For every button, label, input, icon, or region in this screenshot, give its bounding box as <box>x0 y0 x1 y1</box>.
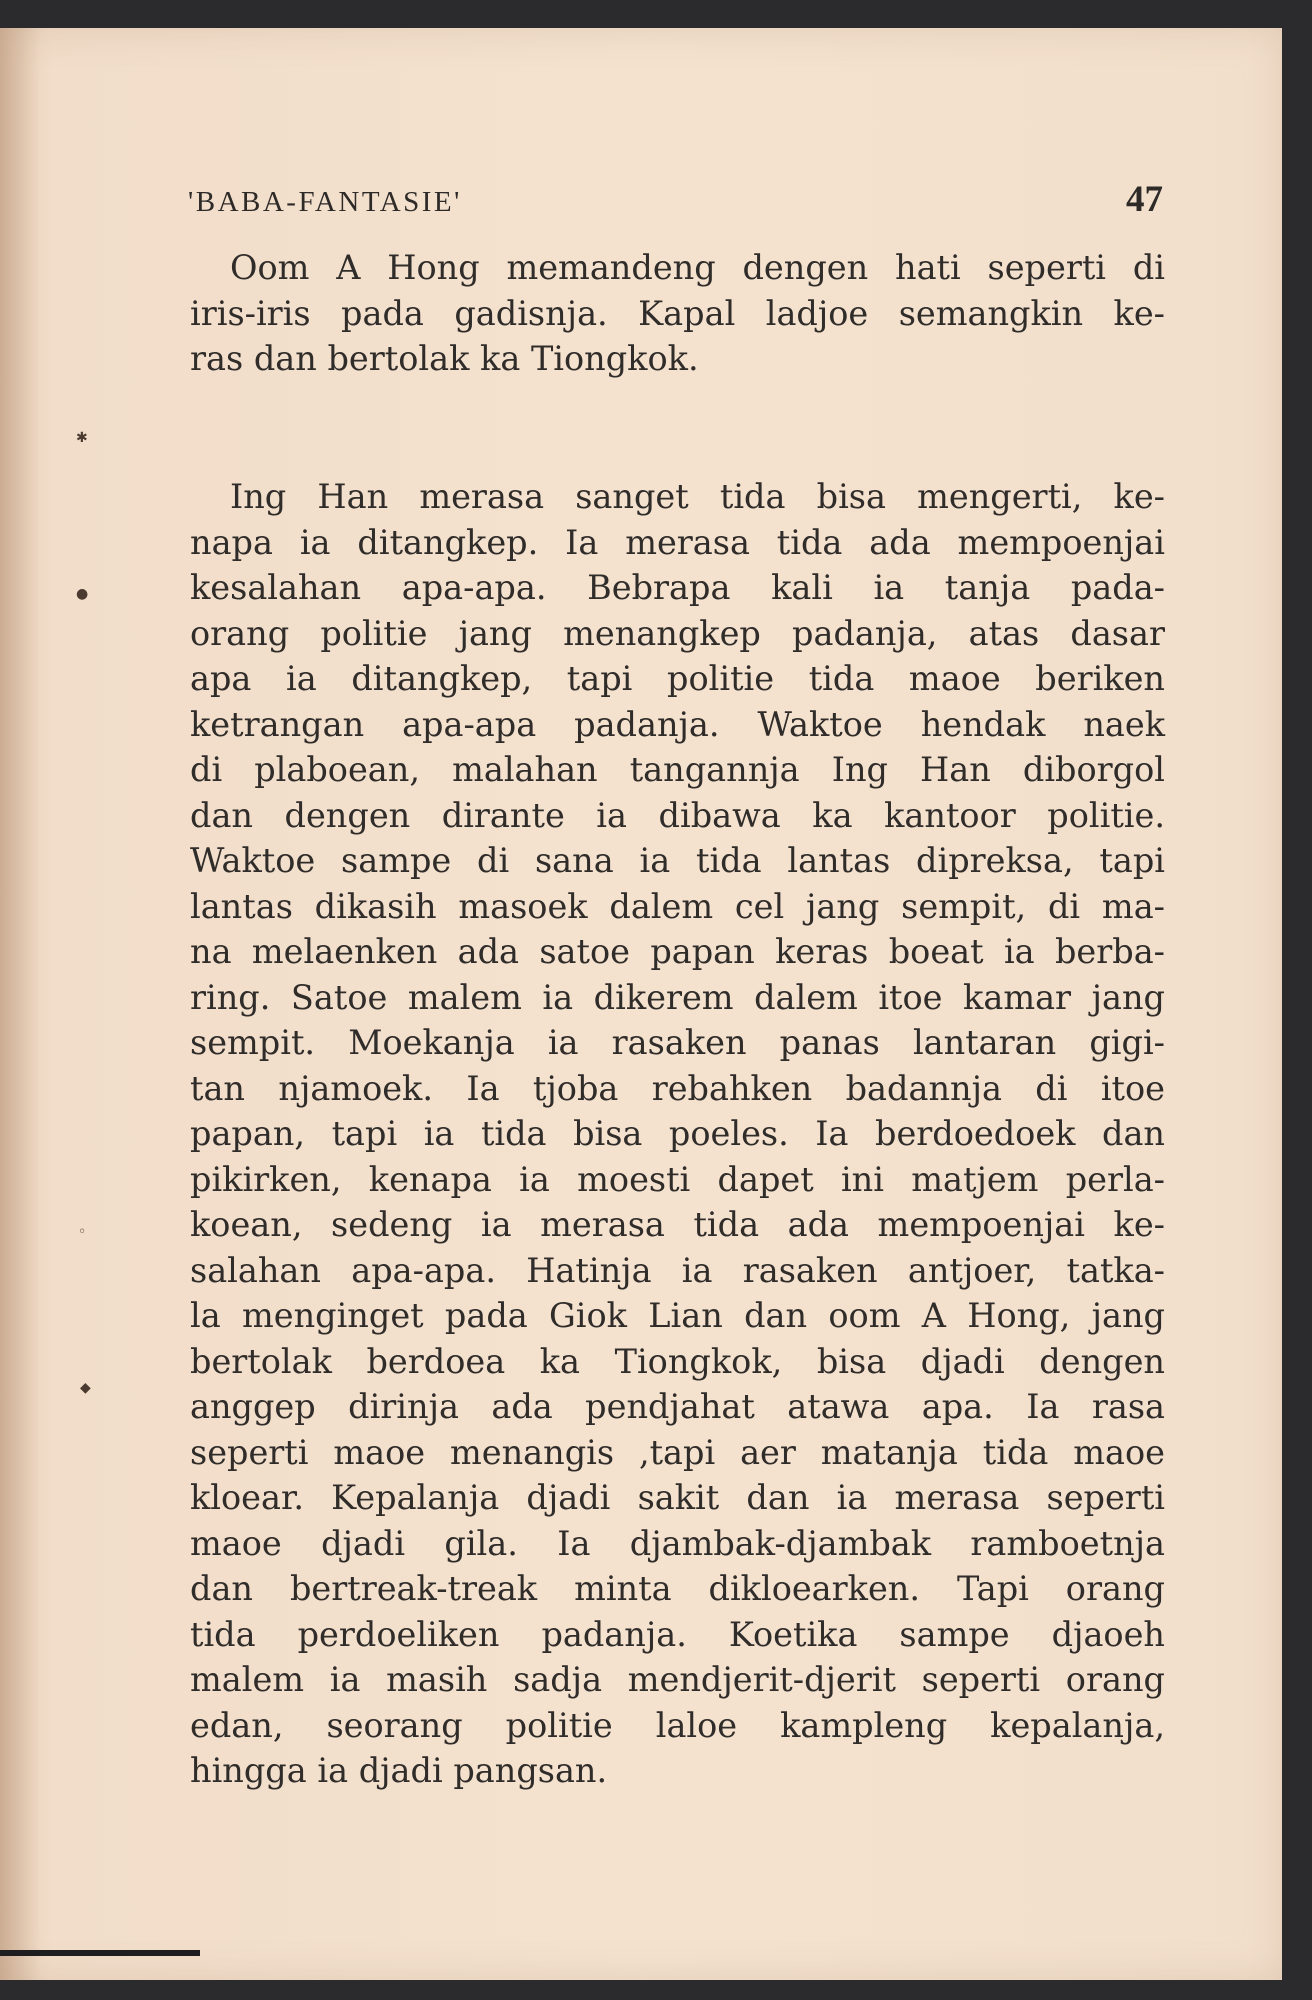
running-head: 'BABA-FANTASIE' <box>188 186 462 218</box>
text-line: dan bertreak-treak minta dikloearken. Tapi orang <box>190 1569 1165 1608</box>
paragraph-1 <box>190 245 1165 382</box>
text-line: seperti maoe menangis ,tapi aer matanja tida maoe <box>190 1432 1165 1472</box>
text-line: kesalahan apa-apa. Bebrapa kali ia tanja pada- <box>190 568 1165 607</box>
text-line: ketrangan apa-apa padanja. Waktoe hendak naek <box>190 704 1165 744</box>
text-line: koean, sedeng ia merasa tida ada mempoenjai ke- <box>190 1205 1165 1244</box>
text-line: papan, tapi ia tida bisa poeles. Ia berdoedoek dan <box>190 1114 1165 1153</box>
text-line: lantas dikasih masoek dalem cel jang sempit, di ma- <box>190 886 1165 926</box>
text-line: ras dan bertolak ka Tiongkok. <box>190 339 699 378</box>
text-line: pikirken, kenapa ia moesti dapet ini matjem perla- <box>190 1159 1165 1199</box>
text-line: Ing Han merasa sanget tida bisa mengerti, ke- <box>230 477 1165 516</box>
margin-speck: ✱ <box>76 430 88 446</box>
text-line: orang politie jang menangkep padanja, atas dasar <box>190 613 1165 653</box>
text-line: sempit. Moekanja ia rasaken panas lantaran gigi- <box>190 1023 1165 1062</box>
text-line: hingga ia djadi pangsan. <box>190 1751 608 1790</box>
text-line: Waktoe sampe di sana ia tida lantas dipreksa, tapi <box>190 841 1165 880</box>
scan-edge <box>0 1950 200 1956</box>
text-line: bertolak berdoea ka Tiongkok, bisa djadi dengen <box>190 1341 1165 1381</box>
text-line: kloear. Kepalanja djadi sakit dan ia merasa seperti <box>190 1478 1165 1517</box>
text-line: la menginget pada Giok Lian dan oom A Hong, jang <box>190 1296 1165 1335</box>
margin-speck: ◦ <box>78 1224 87 1240</box>
text-line: di plaboean, malahan tangannja Ing Han diborgol <box>190 750 1165 789</box>
page-header <box>188 178 1163 228</box>
text-line: napa ia ditangkep. Ia merasa tida ada mempoenjai <box>190 522 1165 562</box>
page-number: 47 <box>1126 179 1163 220</box>
text-line: na melaenken ada satoe papan keras boeat ia berba- <box>190 932 1165 971</box>
text-line: anggep dirinja ada pendjahat atawa apa. Ia rasa <box>190 1387 1165 1426</box>
text-line: dan dengen dirante ia dibawa ka kantoor politie. <box>190 795 1165 835</box>
text-line: Oom A Hong memandeng dengen hati seperti di <box>230 248 1165 287</box>
text-line: salahan apa-apa. Hatinja ia rasaken antjoer, tatka- <box>190 1250 1165 1290</box>
text-line: edan, seorang politie laloe kampleng kepalanja, <box>190 1705 1165 1745</box>
text-line: apa ia ditangkep, tapi politie tida maoe beriken <box>190 659 1165 698</box>
text-line: ring. Satoe malem ia dikerem dalem itoe kamar jang <box>190 977 1165 1017</box>
margin-speck: ● <box>76 586 89 602</box>
text-line: maoe djadi gila. Ia djambak-djambak ramboetnja <box>190 1523 1165 1563</box>
margin-speck: ◆ <box>80 1380 91 1396</box>
text-line: malem ia masih sadja mendjerit-djerit seperti orang <box>190 1660 1165 1699</box>
text-line: iris-iris pada gadisnja. Kapal ladjoe semangkin ke- <box>190 293 1165 333</box>
text-line: tan njamoek. Ia tjoba rebahken badannja di itoe <box>190 1068 1165 1108</box>
text-line: tida perdoeliken padanja. Koetika sampe djaoeh <box>190 1614 1165 1654</box>
paragraph-2 <box>190 474 1165 1794</box>
page-gutter-shadow <box>0 28 40 1980</box>
